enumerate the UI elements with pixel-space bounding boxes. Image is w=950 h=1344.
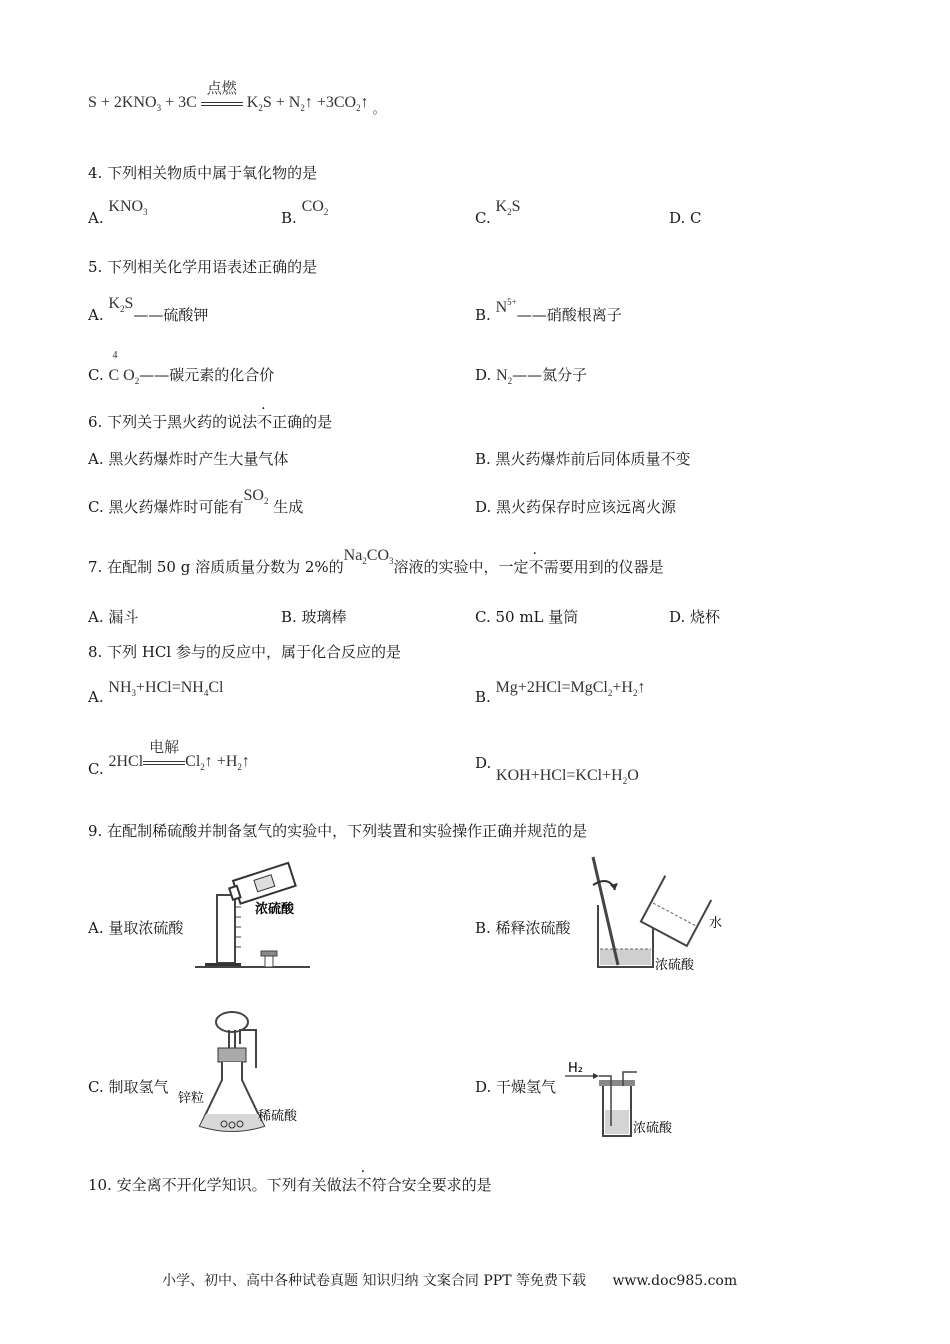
q9-stem: 9. 在配制稀硫酸并制备氢气的实验中，下列装置和实验操作正确并规范的是 [88, 822, 588, 840]
q5-d-formula [496, 367, 512, 384]
beaker-liquid [600, 949, 651, 965]
q4-c-main: K [495, 198, 508, 215]
q7-sub2: 3 [389, 556, 394, 566]
q8-a-f2: +HCl=NH [136, 679, 204, 696]
q7-option-a[interactable]: A. 漏斗 [88, 608, 139, 626]
q8-a-f1: NH [108, 679, 132, 696]
q8-d-f1: KOH+HCl=KCl+H [496, 767, 623, 784]
q5-c-valence: 4 [112, 350, 118, 361]
q7-stem-c: 需要用到的仪器是 [543, 558, 664, 576]
q8-stem: 8. 下列 HCl 参与的反应中，属于化合反应的是 [88, 643, 401, 661]
q5-b-f: N [495, 299, 508, 316]
q5-c-label: C. [88, 366, 104, 384]
q9-b-figure [583, 845, 743, 975]
q8-c-s2: 2 [237, 762, 242, 772]
q4-c-label: C. [475, 209, 491, 227]
q4-option-d[interactable]: D. C [669, 209, 702, 227]
reaction-rhs3-sub: 2 [356, 103, 361, 113]
q8-a-s1: 3 [131, 688, 136, 698]
reaction-end: 。 [372, 101, 386, 116]
q5-a-formula [108, 295, 133, 312]
q5-b-formula [496, 299, 517, 316]
q5-option-c[interactable] [88, 350, 275, 386]
q8-a-formula [108, 679, 223, 696]
q8-a-label: A. [88, 688, 104, 706]
q4-option-b[interactable] [281, 198, 329, 229]
q8-c-condition [143, 740, 185, 770]
q10-stem-emphasis: 不 [356, 1176, 372, 1194]
q6-stem-b: 正确的是 [272, 413, 333, 431]
q4-b-sub: 2 [323, 207, 329, 217]
q6-stem-emphasis: 不 [257, 413, 273, 431]
q5-a-f1: K [108, 295, 120, 312]
reaction-condition-text: 点燃 [206, 81, 237, 98]
q9-a-fig-label: 浓硫酸 [255, 902, 295, 917]
q9-option-d[interactable]: D. 干燥氢气 [475, 1078, 557, 1096]
q5-c-desc: ——碳元素的化合价 [139, 366, 275, 384]
q4-stem: 4. 下列相关物质中属于氧化物的是 [88, 164, 318, 182]
q6-stem-a: 6. 下列关于黑火药的说法 [88, 413, 258, 431]
q6-option-a[interactable]: A. 黑火药爆炸时产生大量气体 [88, 450, 289, 468]
q6-option-c[interactable] [88, 487, 304, 518]
q6-stem [88, 411, 332, 432]
q5-c-sub: 2 [134, 376, 140, 386]
q5-d-f: N [496, 367, 508, 384]
q10-stem-a: 10. 安全离不开化学知识。下列有关做法 [88, 1176, 357, 1194]
q9-option-c[interactable]: C. 制取氢气 [88, 1078, 169, 1096]
q7-option-d[interactable]: D. 烧杯 [669, 608, 721, 626]
q7-option-c[interactable]: C. 50 mL 量筒 [475, 608, 579, 626]
q9-option-b[interactable]: B. 稀释浓硫酸 [475, 919, 571, 937]
q7-stem-b: 溶液的实验中，一定 [393, 558, 529, 576]
q9-a-figure [195, 857, 325, 972]
q8-option-a[interactable] [88, 679, 224, 708]
q5-a-label: A. [88, 306, 104, 324]
reaction-lhs-sub: 3 [156, 103, 162, 113]
q4-a-sub: 3 [143, 207, 148, 217]
q8-b-s2: 2 [632, 688, 638, 698]
q4-c-formula [496, 198, 521, 215]
q4-a-formula [108, 198, 147, 215]
q9-d-fig-acid: 浓硫酸 [633, 1121, 673, 1136]
q8-d-label: D. [475, 754, 492, 772]
q4-c-sub: 2 [507, 207, 512, 217]
reagent-bottle [227, 863, 295, 906]
q5-option-d[interactable] [475, 364, 587, 386]
pouring-cup [641, 876, 711, 946]
q4-b-main: CO [301, 198, 324, 215]
q5-a-sub: 2 [119, 304, 125, 314]
reaction-lhs: S + 2KNO [88, 94, 157, 111]
q9-c-fig-zinc: 锌粒 [178, 1091, 205, 1106]
footer-text: 小学、初中、高中各种试卷真题 知识归纳 文案合同 PPT 等免费下载 [162, 1273, 586, 1289]
q8-a-s2: 4 [203, 688, 209, 698]
q10-stem-b: 符合安全要求的是 [371, 1176, 492, 1194]
q8-b-f3: ↑ [637, 679, 646, 696]
q8-c-f4: ↑ [241, 753, 250, 770]
q7-stem-emphasis: 不 [528, 558, 544, 576]
q8-c-cond-text: 电解 [149, 740, 180, 757]
q8-a-f3: Cl [208, 679, 224, 696]
q5-c-f1: C [108, 367, 120, 384]
q5-b-desc: ——硝酸根离子 [516, 306, 622, 324]
cylinder [217, 895, 235, 963]
q6-c-post: 生成 [273, 498, 304, 516]
stopper [261, 951, 277, 956]
q8-d-formula [496, 767, 639, 784]
q8-b-label: B. [475, 688, 491, 706]
q4-option-a[interactable] [88, 198, 148, 229]
q5-c-f2: O [123, 367, 135, 384]
reaction-rhs-sub: 2 [258, 103, 263, 113]
q9-d-figure [565, 1060, 675, 1145]
footer-url[interactable]: www.doc985.com [612, 1273, 738, 1289]
q4-option-c[interactable] [475, 198, 521, 229]
q5-d-sub: 2 [507, 376, 513, 386]
q5-option-b[interactable] [475, 297, 622, 325]
q9-b-fig-water: 水 [709, 916, 723, 931]
q9-d-fig-gas: H₂ [568, 1061, 583, 1076]
q4-b-label: B. [281, 209, 297, 227]
q8-c-label: C. [88, 760, 104, 778]
reaction-rhs4: ↑ [360, 94, 369, 111]
footer [162, 1270, 737, 1290]
q5-b-label: B. [475, 306, 491, 324]
q9-c-figure [178, 1008, 318, 1138]
q8-b-f1: Mg+2HCl=MgCl [495, 679, 608, 696]
q8-b-f2: +H [612, 679, 633, 696]
q7-stem [88, 547, 664, 578]
q7-sub1: 2 [362, 556, 367, 566]
q5-a-f2: S [124, 295, 134, 312]
q8-c-f2: Cl [185, 753, 201, 770]
q7-f2: CO [366, 547, 390, 564]
q7-f1: Na [343, 547, 363, 564]
reaction-rhs2: S + N [262, 94, 301, 111]
q6-c-pre: C. 黑火药爆炸时可能有 [88, 498, 244, 516]
reaction-rhs2-sub: 2 [300, 103, 305, 113]
q8-option-c[interactable] [88, 740, 250, 780]
q6-option-b[interactable]: B. 黑火药爆炸前后同体质量不变 [475, 450, 691, 468]
stopper [218, 1048, 246, 1062]
q8-c-s1: 2 [200, 762, 205, 772]
reaction-rhs3: ↑ +3CO [304, 94, 357, 111]
q6-c-formula [243, 487, 268, 504]
q5-d-desc: ——氮分子 [512, 366, 588, 384]
q8-c-formula [108, 740, 250, 772]
reaction-lhs2: + 3C [161, 94, 197, 111]
reaction-condition [201, 81, 243, 111]
q7-formula [344, 547, 394, 564]
q8-c-f1: 2HCl [108, 753, 144, 770]
q5-stem: 5. 下列相关化学用语表述正确的是 [88, 258, 318, 276]
q8-b-formula [496, 679, 646, 696]
q8-d-s1: 2 [622, 776, 628, 786]
q8-option-b[interactable] [475, 679, 646, 708]
q5-b-sup: 5+ [507, 297, 517, 307]
q5-d-label: D. [475, 366, 492, 384]
q9-c-fig-acid: 稀硫酸 [258, 1109, 298, 1124]
q6-c-f: SO [243, 487, 264, 504]
q10-stem [88, 1174, 492, 1195]
q4-b-formula [302, 198, 329, 215]
q8-c-f3: ↑ +H [204, 753, 238, 770]
q8-b-s1: 2 [607, 688, 613, 698]
q8-option-d[interactable] [475, 754, 639, 786]
q6-c-sub: 2 [263, 496, 269, 506]
q6-option-d[interactable]: D. 黑火药保存时应该远离火源 [475, 498, 677, 516]
q5-a-desc: ——硫酸钾 [133, 306, 209, 324]
q7-option-b[interactable]: B. 玻璃棒 [281, 608, 347, 626]
q5-option-a[interactable] [88, 295, 209, 326]
gunpowder-reaction-equation [88, 81, 386, 116]
q4-c-tail: S [511, 198, 521, 215]
q4-a-main: KNO [108, 198, 144, 215]
q9-option-a[interactable]: A. 量取浓硫酸 [88, 919, 184, 937]
q5-c-formula [108, 350, 140, 386]
reaction-rhs: K [246, 94, 259, 111]
q9-b-fig-acid: 浓硫酸 [655, 958, 695, 973]
q8-d-f2: O [627, 767, 639, 784]
q4-a-label: A. [88, 209, 104, 227]
q7-stem-a: 7. 在配制 50 g 溶质质量分数为 2%的 [88, 558, 344, 576]
